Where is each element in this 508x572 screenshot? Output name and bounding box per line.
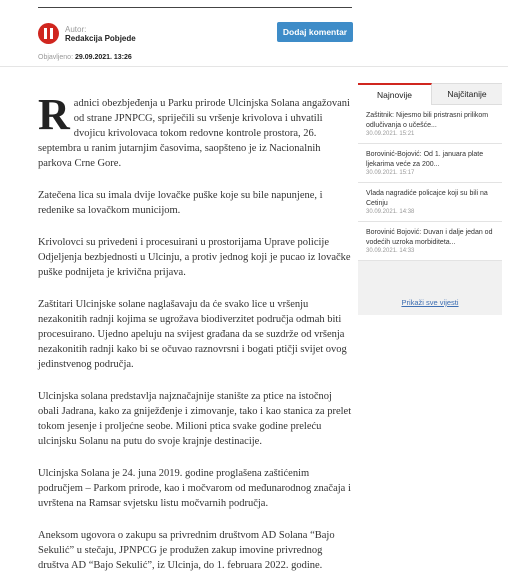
top-divider	[38, 7, 352, 8]
news-sidebar	[358, 83, 502, 315]
tab-najcitanije[interactable]: Najčitanije	[432, 83, 502, 105]
news-date: 30.09.2021. 15:17	[366, 170, 415, 176]
tab-najnovije[interactable]: Najnovije	[358, 83, 432, 105]
published-label: Objavljeno:	[38, 54, 74, 61]
article-paragraph: Krivolovci su privedeni i procesuirani u prostorijama Uprave policije Odjeljenja bezbjednosti u Ulcinju, a protiv jednog koji je pucao iz lovačke puške podnijeta je krivična prijava.	[38, 237, 351, 278]
published-info	[38, 54, 132, 61]
pobjeda-logo-icon	[38, 23, 59, 44]
news-title[interactable]: Vlada nagradiće policajce koji su bili na Cetinju	[366, 190, 488, 207]
drop-cap: R	[38, 90, 70, 139]
news-title[interactable]: Borovinić Bojović: Duvan i dalje jedan od vodećih uzroka morbiditeta...	[366, 229, 493, 246]
author-name[interactable]: Redakcija Pobjede	[65, 34, 136, 43]
list-item[interactable]	[358, 222, 502, 261]
news-list	[358, 105, 502, 261]
news-title[interactable]: Borovinić-Bojović: Od 1. januara plate ljekarima veće za 200...	[366, 151, 484, 168]
list-item[interactable]	[358, 144, 502, 183]
show-all-news-link[interactable]: Prikaži sve vijesti	[401, 298, 459, 307]
article-paragraph: Ulcinjska solana predstavlja najznačajnije stanište za ptice na istočnoj obali Jadrana, kako za gniježđenje i zimovanje, tako i kao stanica za prelet tokom jesenje i proljećne seobe. Milioni ptica svake godine preleću ulcinjsku Solanu na putu do svoje krajnje destinacije.	[38, 391, 352, 447]
news-title[interactable]: Zaštitnik: Nijesmo bili pristrasni prilikom odlučivanja o učešće...	[366, 112, 489, 129]
article-body	[38, 90, 354, 572]
list-item[interactable]	[358, 105, 502, 144]
published-date: 29.09.2021. 13:26	[74, 54, 132, 61]
article-paragraph: Zatečena lica su imala dvije lovačke puške koje su bile napunjene, i redenike sa lovačkom municijom.	[38, 190, 323, 216]
news-date: 30.09.2021. 14:38	[366, 209, 415, 215]
news-date: 30.09.2021. 14:33	[366, 248, 415, 254]
sidebar-tabs	[358, 83, 502, 105]
add-comment-button[interactable]: Dodaj komentar	[277, 22, 353, 42]
article-paragraph: Zaštitari Ulcinjske solane naglašavaju da će svako lice u vršenju nezakonitih radnji kojima se ugrožava biodiverzitet područja odmah biti procesuirano. Ujedno apeluju na svijest građana da se suzdrže od vršenja nezakonitih radnji kako bi se očuvao raznovrsni i bogati ptičji svijet ovog jedinstvenog područja.	[38, 299, 347, 370]
header-divider	[0, 66, 508, 67]
article-paragraph: Aneksom ugovora o zakupu sa privrednim društvom AD Solana “Bajo Sekulić” u stečaju, JPNPCG je produžen zakup imovine privrednog društva AD “Bajo Sekulić”, iz Ulcinja, do 1. februara 2022. godine.	[38, 530, 335, 571]
article-paragraph: Ulcinjska Solana je 24. juna 2019. godine proglašena zaštićenim područjem – Parkom prirode, kao i močvarom od međunarodnog značaja i uvrštena na Ramsar svjetsku listu močvarnih područja.	[38, 468, 351, 509]
article-paragraph: Radnici obezbjeđenja u Parku prirode Ulcinjska Solana angažovani od strane JPNPCG, spriječili su vršenje krivolova i uhvatili dvojicu krivolovaca tokom redovne kontrole prostora, 26. septembra u ranim jutarnjim časovima, saopšteno je iz Nacionalnih parkova Crne Gore.	[38, 90, 350, 169]
news-date: 30.09.2021. 15:21	[366, 131, 415, 137]
list-item[interactable]	[358, 183, 502, 222]
author-label: Autor:	[65, 25, 87, 34]
